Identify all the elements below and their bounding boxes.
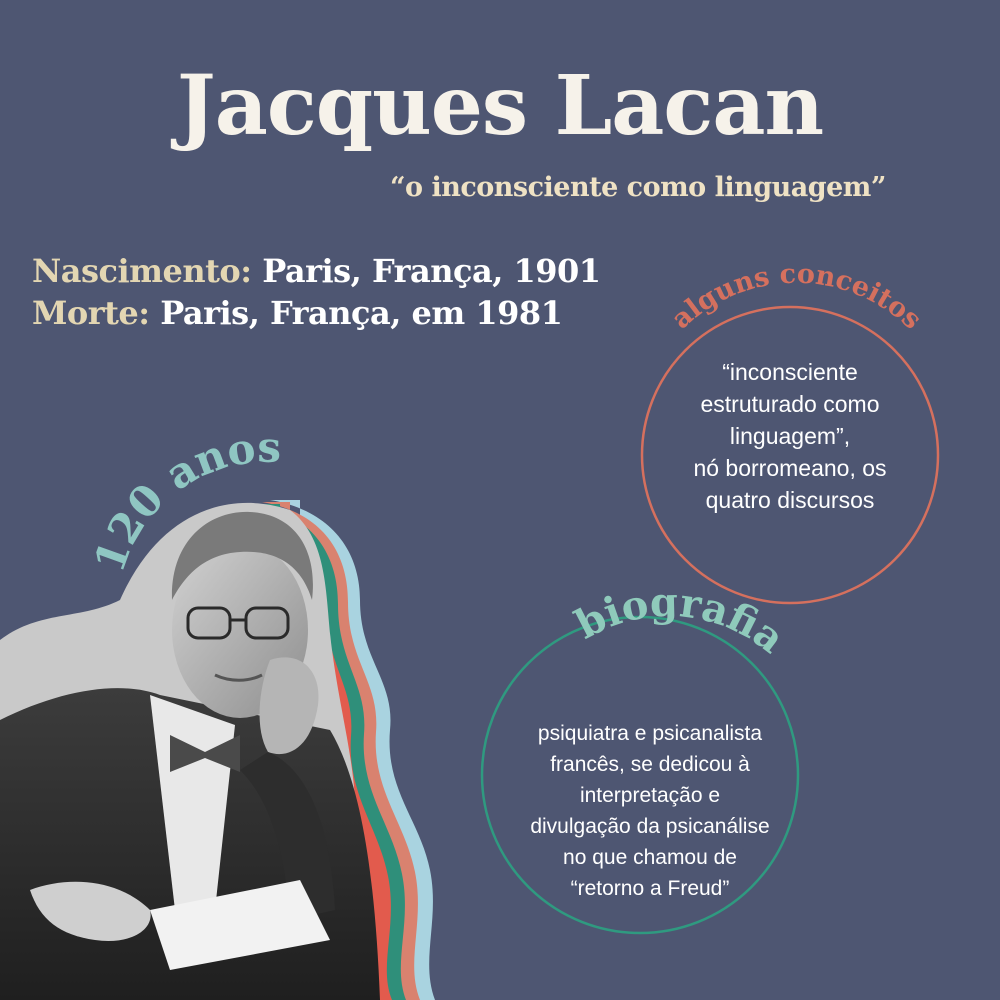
concepts-line: nó borromeano, os xyxy=(693,455,887,481)
death-value: Paris, França, em 1981 xyxy=(149,294,563,332)
concepts-line: estruturado como xyxy=(700,391,880,417)
birth-value: Paris, França, 1901 xyxy=(251,252,601,290)
page-title: Jacques Lacan xyxy=(176,58,824,154)
biography-line: interpretação e xyxy=(579,784,721,807)
anniversary-label: 120 anos xyxy=(84,422,282,579)
concepts-line: quatro discursos xyxy=(705,487,875,513)
biography-line: francês, se dedicou à xyxy=(550,753,750,776)
concepts-line: linguagem”, xyxy=(729,423,851,449)
concepts-line: “inconsciente xyxy=(722,359,858,385)
biography-heading: biografia xyxy=(567,578,794,663)
death-label: Morte: xyxy=(32,294,150,332)
biography-line: psiquiatra e psicanalista xyxy=(537,722,763,745)
concepts-heading: alguns conceitos xyxy=(665,258,928,336)
subtitle-quote: “o inconsciente como linguagem” xyxy=(390,172,886,203)
birth-label: Nascimento: xyxy=(32,252,252,290)
biography-line: no que chamou de xyxy=(563,846,737,869)
biography-line: divulgação da psicanálise xyxy=(530,815,770,838)
biography-line: “retorno a Freud” xyxy=(570,877,730,900)
